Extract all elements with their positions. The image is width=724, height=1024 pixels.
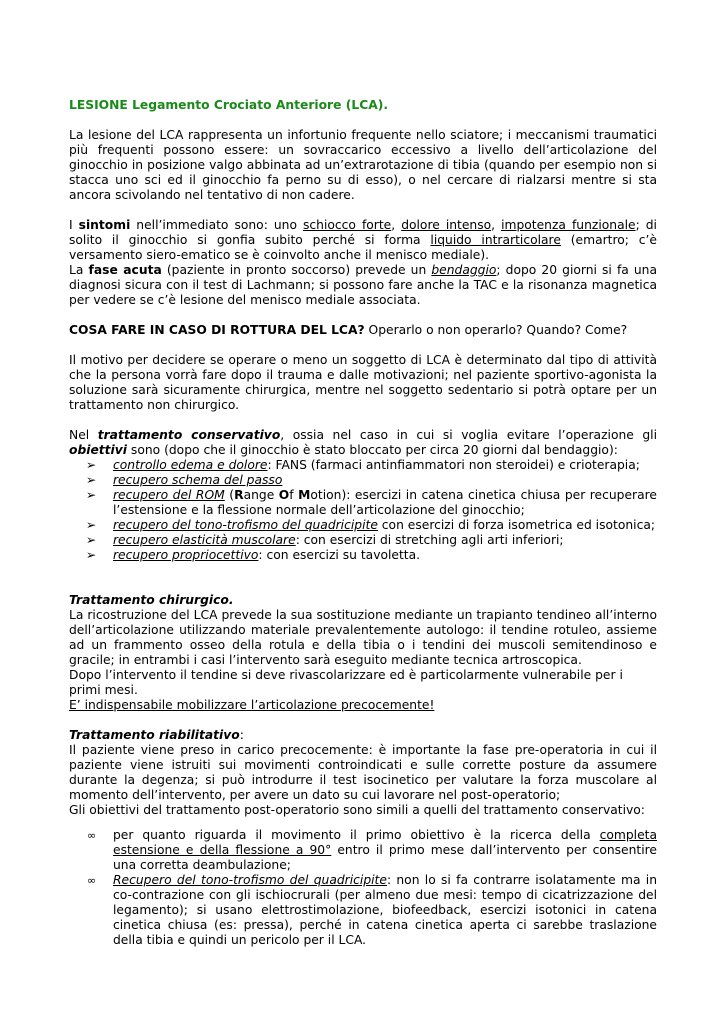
infinity-bullet-icon: ∞ [87, 874, 97, 887]
list-item: ∞ Recupero del tono-trofismo del quadricipite: non lo si fa contrarre isolatamente ma in co-contrazione con gli ischiocrurali (per almeno due mesi: tempo di cicatrizzazione del legamento); si usano elettrostimolazione, biofeedback, esercizi isotonici in catena cinetica chiusa (es: pressa), perché in catena cinetica aperta ci sarebbe traslazione della tibia e quindi un pericolo per il LCA. [87, 873, 657, 947]
document-heading: LESIONE Legamento Crociato Anteriore (LCA). [69, 98, 389, 112]
list-item: ➢ recupero del tono-trofismo del quadricipite con esercizi di forza isometrica ed isotonica; [83, 518, 657, 533]
riabilitativo-paragraph: Il paziente viene preso in carico precocemente: è importante la fase pre-operatoria in cui il paziente viene istruiti sui movimenti controindicati e sulle corrette posture da assumere durante la degenza; si può introdurre il test isocinetico per valutare la forza muscolare al momento dell’intervento, per avere un dato su cui lavorare nel post-operatorio; [69, 743, 657, 802]
cosa-fare-heading: COSA FARE IN CASO DI ROTTURA DEL LCA? Operarlo o non operarlo? Quando? Come? [69, 323, 628, 337]
conservative-objectives-list [69, 458, 657, 563]
list-item: ➢ recupero schema del passo [83, 473, 657, 488]
dopo-paragraph: Dopo l’intervento il tendine si deve rivascolarizzare ed è particolarmente vulnerabile per i primi mesi. [69, 668, 623, 697]
post-operative-list [69, 828, 657, 948]
list-item: ➢ recupero elasticità muscolare: con esercizi di stretching agli arti inferiori; [83, 533, 657, 548]
conservativo-paragraph: Nel trattamento conservativo, ossia nel caso in cui si voglia evitare l’operazione gli obiettivi sono (dopo che il ginocchio è stato bloccato per circa 20 giorni dal bendaggio): [69, 428, 658, 457]
arrow-bullet-icon: ➢ [85, 458, 97, 472]
arrow-bullet-icon: ➢ [85, 533, 97, 547]
list-item: ➢ recupero del ROM (Range Of Motion): esercizi in catena cinetica chiusa per recuperare l’estensione e la flessione normale dell’articolazione del ginocchio; [83, 488, 657, 518]
chirurgico-heading: Trattamento chirurgico. [69, 593, 234, 607]
mobilizzare-note: E’ indispensabile mobilizzare l’articolazione precocemente! [69, 698, 435, 712]
sintomi-paragraph: I sintomi nell’immediato sono: uno schiocco forte, dolore intenso, impotenza funzionale; di solito il ginocchio si gonfia subito perché si forma liquido intrarticolare (emartro; c’è versamento siero-ematico se è coinvolto anche il menisco mediale). [69, 218, 658, 262]
riabilitativo-heading: Trattamento riabilitativo: [69, 728, 244, 742]
document-page [69, 98, 657, 948]
infinity-bullet-icon: ∞ [87, 829, 97, 842]
arrow-bullet-icon: ➢ [85, 518, 97, 532]
list-item: ➢ recupero propriocettivo: con esercizi su tavoletta. [83, 548, 657, 563]
list-item: ∞ per quanto riguarda il movimento il primo obiettivo è la ricerca della completa estensione e della flessione a 90° entro il primo mese dall’intervento per consentire una corretta deambulazione; [87, 828, 658, 872]
arrow-bullet-icon: ➢ [85, 473, 97, 487]
chirurgico-paragraph: La ricostruzione del LCA prevede la sua sostituzione mediante un trapianto tendineo all’interno dell’articolazione utilizzando materiale prevalentemente autologo: il tendine rotuleo, assieme ad un frammento osseo della rotula e della tibia o i tendini dei muscoli semitendinoso e gracile; in entrambi i casi l’intervento sarà eseguito mediante tecnica artroscopica. [69, 608, 657, 667]
intro-paragraph: La lesione del LCA rappresenta un infortunio frequente nello sciatore; i meccanismi traumatici più frequenti possono essere: un sovraccarico eccessivo a livello dell’articolazione del ginocchio in posizione valgo abbinata ad un’extrarotazione di tibia (quando per esempio non si stacca uno sci ed il ginocchio fa perno su di esso), o nel cercare di rialzarsi mentre si sta ancora scivolando nel tentativo di non cadere. [69, 128, 657, 202]
obiettivi-paragraph: Gli obiettivi del trattamento post-operatorio sono simili a quelli del trattamento conservativo: [69, 803, 645, 817]
arrow-bullet-icon: ➢ [85, 548, 97, 562]
arrow-bullet-icon: ➢ [85, 488, 97, 502]
motivo-paragraph: Il motivo per decidere se operare o meno un soggetto di LCA è determinato dal tipo di attività che la persona vorrà fare dopo il trauma e dalle motivazioni; nel paziente sportivo-agonista la soluzione sarà sicuramente chirurgica, mentre nel soggetto sedentario si potrà optare per un trattamento non chirurgico. [69, 353, 657, 412]
list-item: ➢ controllo edema e dolore: FANS (farmaci antinfiammatori non steroidei) e crioterapia; [83, 458, 657, 473]
sintomi-term: sintomi [78, 218, 131, 232]
fase-acuta-paragraph: La fase acuta (paziente in pronto soccorso) prevede un bendaggio; dopo 20 giorni si fa una diagnosi sicura con il test di Lachmann; si possono fare anche la TAC e la risonanza magnetica per vedere se c’è lesione del menisco mediale associata. [69, 263, 658, 307]
